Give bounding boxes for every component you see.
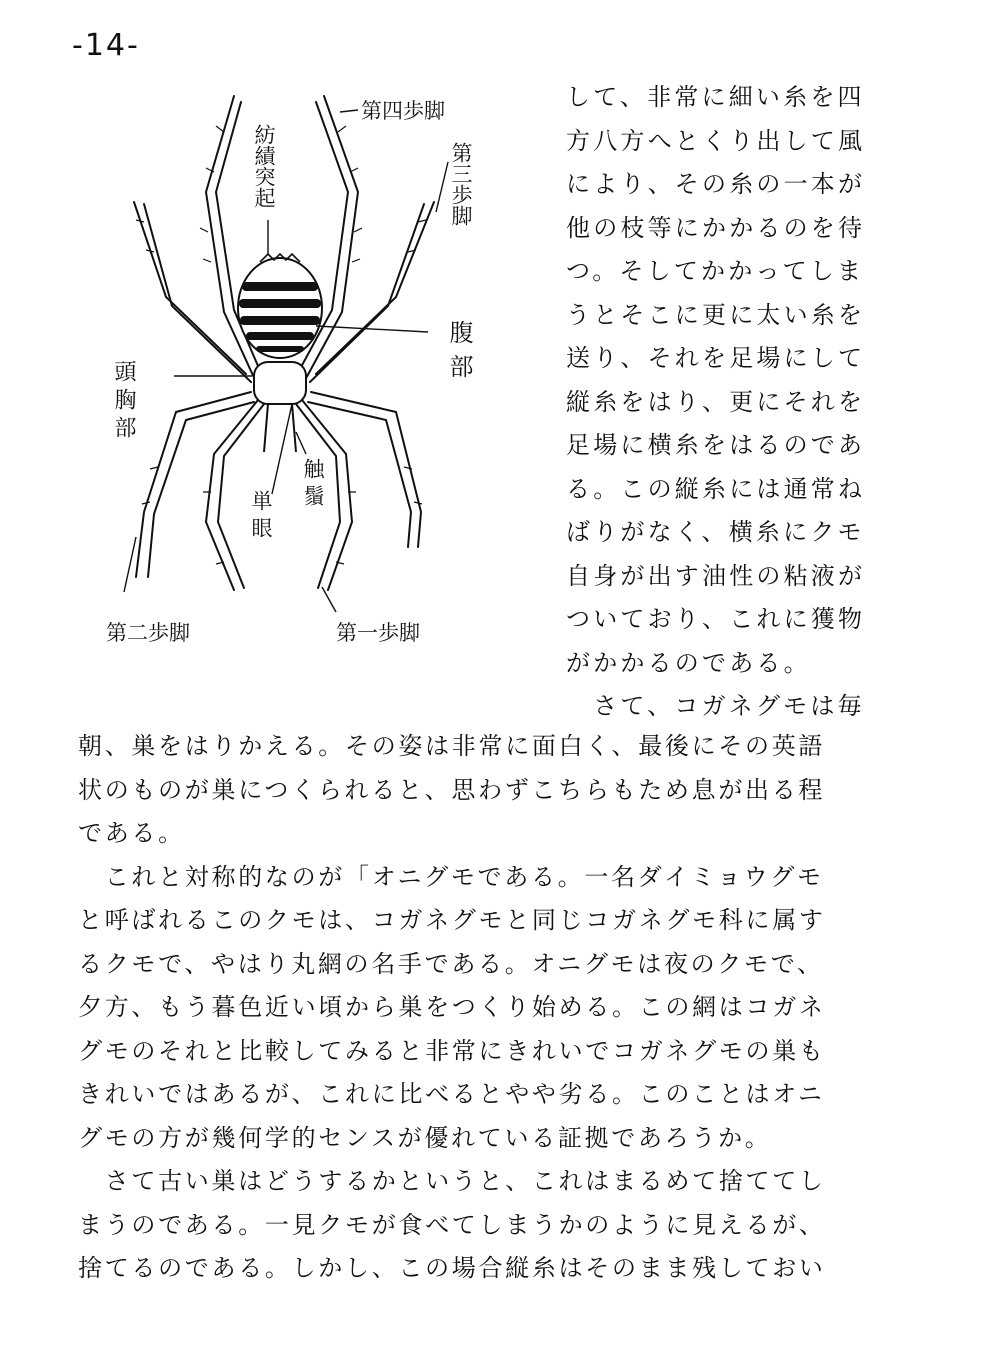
body-line: と呼ばれるこのクモは、コガネグモと同じコガネグモ科に属す bbox=[78, 906, 826, 934]
column-line: により、その糸の一本が bbox=[566, 170, 866, 198]
column-line: 足場に横糸をはるのであ bbox=[566, 431, 866, 459]
spider-drawing bbox=[96, 82, 486, 662]
column-line: 縦糸をはり、更にそれを bbox=[566, 387, 866, 416]
body-line: まうのである。一見クモが食べてしまうかのように見えるが、 bbox=[78, 1210, 826, 1239]
body-line: グモの方が幾何学的センスが優れている証拠であろうか。 bbox=[78, 1123, 772, 1152]
column-line: うとそこに更に太い糸を bbox=[566, 300, 866, 329]
body-line: 朝、巣をはりかえる。その姿は非常に面白く、最後にその英語 bbox=[78, 732, 826, 760]
label-leg2: 第二歩脚 bbox=[106, 621, 190, 645]
column-line: ばりがなく、横糸にクモ bbox=[566, 518, 865, 546]
body-line: 状のものが巣につくられると、思わずこちらもため息が出る程 bbox=[78, 775, 826, 804]
body-line: である。 bbox=[78, 819, 185, 847]
column-line: して、非常に細い糸を四 bbox=[566, 83, 865, 111]
label-leg4: 第四歩脚 bbox=[361, 99, 445, 123]
body-line: 夕方、もう暮色近い頃から巣をつくり始める。この網はコガネ bbox=[78, 993, 826, 1021]
body-line: さて古い巣はどうするかというと、これはまるめて捨ててし bbox=[78, 1167, 826, 1195]
cephalothorax bbox=[254, 362, 306, 404]
column-line: 送り、それを足場にして bbox=[566, 344, 866, 372]
body-line: きれいではあるが、これに比べるとやや劣る。このことはオニ bbox=[78, 1080, 825, 1108]
leg2-left bbox=[136, 392, 251, 577]
column-line: 他の枝等にかかるのを待 bbox=[566, 213, 866, 242]
column-line: 方八方へとくり出して風 bbox=[566, 126, 866, 155]
body-line: 捨てるのである。しかし、この場合縦糸はそのまま残しておい bbox=[78, 1254, 826, 1282]
body-line: グモのそれと比較してみると非常にきれいでコガネグモの巣も bbox=[78, 1036, 826, 1065]
leg3-left-b bbox=[144, 204, 251, 382]
label-palp: 触鬚 bbox=[301, 458, 325, 512]
column-line: 自身が出す油性の粘液が bbox=[566, 561, 866, 590]
leg3-right-b bbox=[310, 204, 424, 382]
leader-leg1 bbox=[322, 587, 336, 612]
leader-palp bbox=[296, 432, 306, 454]
column-text bbox=[566, 76, 896, 729]
label-cephalothorax: 頭胸部 bbox=[111, 360, 136, 444]
leader-eyes bbox=[272, 404, 292, 494]
column-line: る。この縦糸には通常ね bbox=[566, 474, 866, 503]
label-leg1: 第一歩脚 bbox=[336, 621, 420, 645]
body-text bbox=[78, 725, 908, 1291]
spider-illustration bbox=[96, 82, 486, 662]
column-line: がかかるのである。 bbox=[566, 648, 811, 677]
label-eyes: 単眼 bbox=[249, 490, 273, 544]
column-line: つ。そしてかかってしま bbox=[566, 257, 865, 285]
column-line: ついており、これに獲物 bbox=[566, 605, 866, 633]
label-spinneret: 紡績突起 bbox=[252, 124, 276, 208]
body-line: るクモで、やはり丸網の名手である。オニグモは夜のクモで、 bbox=[78, 949, 824, 978]
leader-leg4 bbox=[340, 110, 358, 112]
leader-leg2 bbox=[124, 537, 136, 592]
label-abdomen: 腹部 bbox=[445, 320, 473, 388]
leg2-left-b bbox=[148, 402, 254, 577]
body-line: これと対称的なのが「オニグモである。一名ダイミョウグモ bbox=[78, 862, 824, 891]
page-number: -14- bbox=[72, 28, 140, 63]
label-leg3: 第三歩脚 bbox=[449, 142, 473, 226]
column-line: さて、コガネグモは毎 bbox=[566, 692, 865, 720]
leader-leg3 bbox=[436, 162, 448, 212]
